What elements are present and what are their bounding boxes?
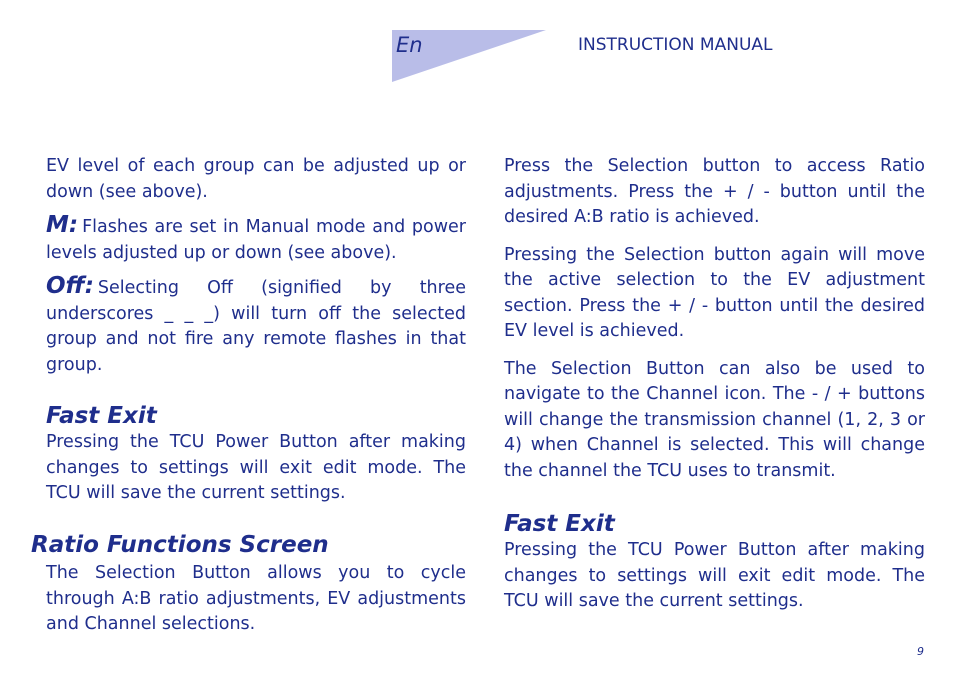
channel-paragraph: The Selection Button can also be used to navigate to the Channel icon. The - / + buttons will change the transmission channel (1, 2, 3 or 4) when Channel is selected. This will change the channel the TCU uses to transmit. [504,358,925,481]
manual-mode-paragraph [46,213,466,266]
ratio-functions-text: The Selection Button allows you to cycle through A:B ratio adjustments, EV adjustments and Channel selections. [46,563,466,634]
manual-mode-label: M: [46,212,79,238]
fast-exit-text-left: Pressing the TCU Power Button after making changes to settings will exit edit mode. The TCU will save the current settings. [46,432,466,503]
page-number: 9 [917,645,924,658]
fast-exit-text-right: Pressing the TCU Power Button after making changes to settings will exit edit mode. The TCU will save the current settings. [504,540,925,611]
ratio-functions-heading: Ratio Functions Screen [31,532,329,558]
off-mode-text: Selecting Off (signified by three underscores _ _ _) will turn off the selected group and not fire any remote flashes in that group. [46,278,466,375]
right-column [504,154,925,615]
off-mode-paragraph [46,274,466,378]
ratio-functions-block [46,561,466,638]
off-mode-label: Off: [46,273,94,299]
left-column [46,154,466,507]
manual-mode-text: Flashes are set in Manual mode and power levels adjusted up or down (see above). [46,217,466,263]
header-title: INSTRUCTION MANUAL [578,35,773,55]
fast-exit-heading-right: Fast Exit [504,511,615,537]
ev-adjust-paragraph: Pressing the Selection button again will move the active selection to the EV adjustment section. Press the + / - button until the desired EV level is achieved. [504,244,925,341]
intro-paragraph: EV level of each group can be adjusted up or down (see above). [46,156,466,202]
ratio-access-paragraph: Press the Selection button to access Ratio adjustments. Press the + / - button until the desired A:B ratio is achieved. [504,156,925,227]
language-label: En [396,33,423,57]
fast-exit-heading-left: Fast Exit [46,403,157,429]
